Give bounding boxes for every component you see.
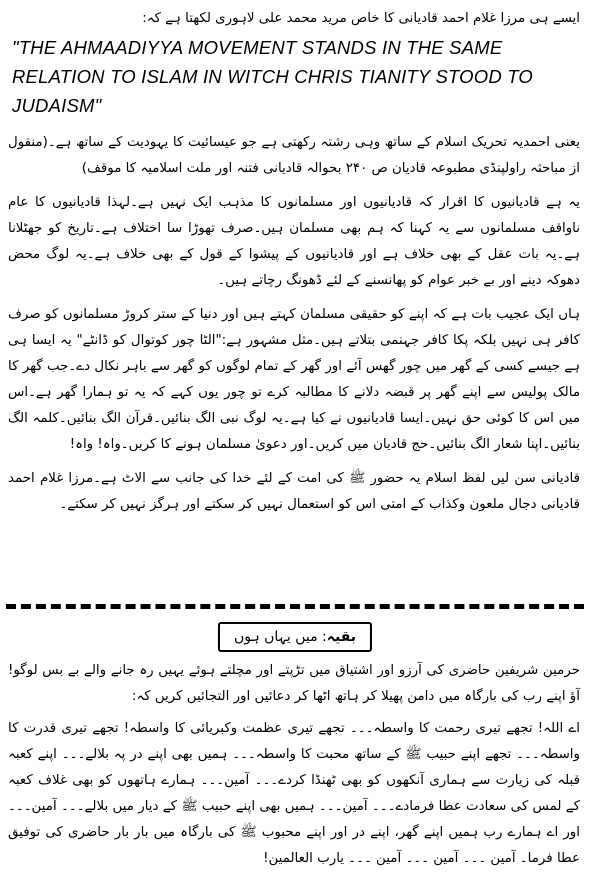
article-one	[0, 6, 590, 518]
paragraph-thief-analogy: ہاں ایک عجیب بات ہے کہ اپنے کو حقیقی مسلمان کہتے ہیں اور دنیا کے ستر کروڑ مسلمانوں کو صرف کافر ہی نہیں بلکہ پکا کافر جہنمی بتلاتے ہیں۔مثل مشہور ہے:"الٹا چور کوتوال کو ڈانٹے" یہ ایسا ہی ہے جیسے کسی کے گھر میں چور گھس آئے اور گھر کے تمام لوگوں کو گھر سے باہر نکال دے۔جب گھر کا مالک پولیس سے اپنے گھر پر قبضہ دلانے کا مطالبہ کرے تو چور یوں کہے کہ یہ تو ہمارا گھر ہے۔اس میں اس کا کوئی حق نہیں۔ایسا قادیانیوں نے کیا ہے۔یہ لوگ نبی الگ بنائیں۔قرآن الگ بنائیں۔کلمہ الگ بنائیں۔اپنا شعار الگ بنائیں۔حج قادیان میں کریں۔اور دعویٰ مسلمان ہونے کا کریں۔واہ! واہ!	[8, 307, 580, 452]
paragraph-conclusion: قادیانی سن لیں لفظ اسلام یہ حضور ﷺ کی امت کے لئے خدا کی جانب سے الاٹ ہے۔مرزا غلام احمد قادیانی دجال ملعون وکذاب کے امتی اس کو استعمال نہیں کر سکتے اور ہرگز نہیں کر سکتے۔	[8, 471, 580, 512]
continuation-banner	[218, 622, 372, 652]
article-two	[0, 658, 590, 872]
banner-title: : میں یہاں ہوں	[233, 629, 327, 645]
intro-line: ایسے ہی مرزا غلام احمد قادیانی کا خاص مرید محمد علی لاہوری لکھتا ہے کہ:	[142, 11, 580, 26]
section-divider	[0, 594, 590, 609]
call-to-prayer: حرمین شریفین حاضری کی آرزو اور اشتیاق میں تڑپتے اور مچلتے ہوئے یہیں رہ جانے والے بے بس لوگو! آؤ اپنے رب کی بارگاہ میں دامن پھیلا کر ہاتھ اٹھا کر دعائیں اور التجائیں کریں کہ:	[8, 663, 580, 704]
supplication: اے اللہ! تجھے تیری رحمت کا واسطہ۔۔۔ تجھے تیری عظمت وکبریائی کا واسطہ! تجھے تیری قدرت کا واسطہ۔۔۔ تجھے اپنے حبیب ﷺ کے ساتھ محبت کا واسطہ۔۔۔ ہمیں بھی اپنے در پہ بلالے۔۔۔ اپنے کعبہ قبلہ کی زیارت سے ہماری آنکھوں کو بھی ٹھنڈا کردے۔۔۔ آمین۔۔۔ ہمارے ہاتھوں کو بھی غلاف کعبہ کے لمس کی سعادت عطا فرمادے۔۔۔ آمین۔۔۔ ہمیں بھی اپنے حبیب ﷺ کے دیار میں بلالے۔۔۔ آمین۔۔۔ اور اے ہمارے رب ہمیں اپنے گھر، اپنے در اور اپنے محبوب ﷺ کی بارگاہ میں بار بار حاضری کی توفیق عطا فرما۔ آمین ۔۔۔ آمین ۔۔۔ آمین ۔۔۔ یارب العالمین!	[8, 721, 580, 866]
quote-translation: یعنی احمدیہ تحریک اسلام کے ساتھ وہی رشتہ رکھتی ہے جو عیسائیت کا یہودیت کے ساتھ ہے۔(منقول از مباحثہ راولپنڈی مطبوعہ قادیان ص ۲۴۰ بحوالہ قادیانی فتنہ اور ملت اسلامیہ کا موقف)	[8, 135, 580, 176]
paragraph-confession: یہ ہے قادیانیوں کا اقرار کہ قادیانیوں اور مسلمانوں کا مذہب ایک نہیں ہے۔لہذا قادیانیوں کا عام ناواقف مسلمانوں سے یہ کہنا کہ ہم بھی مسلمان ہیں۔صرف تھوڑا سا اختلاف ہے۔تاریخ کو جھٹلانا ہے۔یہ بات عقل کے بھی خلاف ہے اور قادیانیوں کے پیشوا کے قول کے بھی خلاف ہے۔یہ لوگ محض دھوکہ دینے اور بے خبر عوام کو پھانسنے کے لئے ڈھونگ رچاتے ہیں۔	[8, 195, 580, 288]
english-quote: "THE AHMAADIYYA MOVEMENT STANDS IN THE SAME RELATION TO ISLAM IN WITCH CHRIS TIANITY STOOD TO JUDAISM"	[12, 37, 534, 116]
banner-label: بقیہ	[326, 629, 357, 645]
